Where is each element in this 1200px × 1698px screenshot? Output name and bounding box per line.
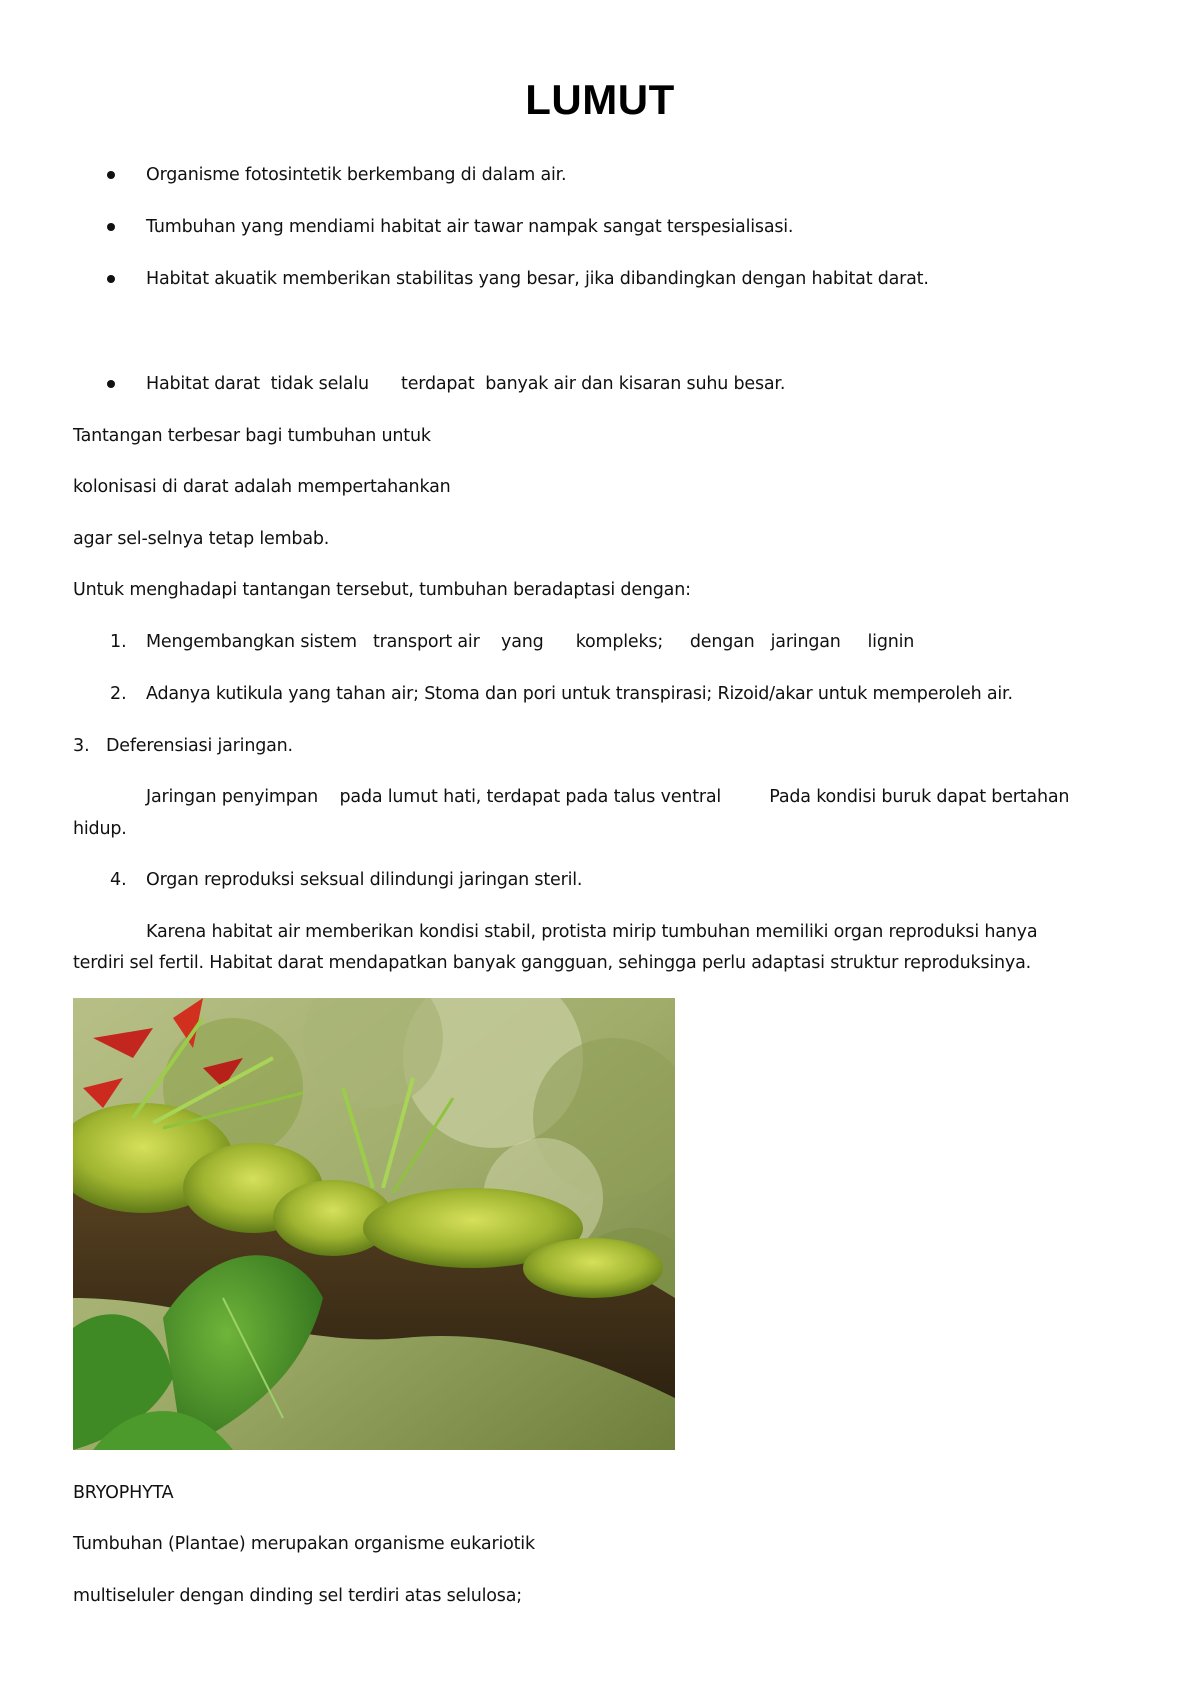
body-line: agar sel-selnya tetap lembab.	[73, 529, 330, 549]
numbered-item: Organ reproduksi seksual dilindungi jaringan steril.	[146, 870, 583, 890]
body-line: terdiri sel fertil. Habitat darat mendapatkan banyak gangguan, sehingga perlu adaptasi struktur reproduksinya.	[73, 953, 1031, 973]
bullet-marker	[107, 275, 115, 283]
list-number: 3.	[73, 736, 90, 756]
body-line: hidup.	[73, 819, 127, 839]
bullet-item: Tumbuhan yang mendiami habitat air tawar nampak sangat terspesialisasi.	[146, 217, 794, 237]
bullet-marker	[107, 380, 115, 388]
bullet-marker	[107, 223, 115, 231]
body-line: Tantangan terbesar bagi tumbuhan untuk	[73, 426, 431, 446]
adaptation-intro: Untuk menghadapi tantangan tersebut, tumbuhan beradaptasi dengan:	[73, 580, 691, 600]
section-heading: BRYOPHYTA	[73, 1483, 174, 1503]
body-line: Karena habitat air memberikan kondisi stabil, protista mirip tumbuhan memiliki organ reproduksi hanya	[146, 922, 1038, 942]
bullet-marker	[107, 171, 115, 179]
list-number: 1.	[110, 632, 127, 652]
body-line: multiseluler dengan dinding sel terdiri atas selulosa;	[73, 1586, 522, 1606]
page-title: LUMUT	[525, 76, 675, 123]
moss-photo	[73, 998, 675, 1450]
list-number: 4.	[110, 870, 127, 890]
numbered-item: Adanya kutikula yang tahan air; Stoma dan pori untuk transpirasi; Rizoid/akar untuk memperoleh air.	[146, 684, 1013, 704]
body-line: Jaringan penyimpan pada lumut hati, terdapat pada talus ventral Pada kondisi buruk dapat bertahan	[146, 787, 1070, 807]
bullet-item: Habitat akuatik memberikan stabilitas yang besar, jika dibandingkan dengan habitat darat.	[146, 269, 929, 289]
body-line: kolonisasi di darat adalah mempertahankan	[73, 477, 451, 497]
moss-photo-illustration	[73, 998, 675, 1450]
body-line: Tumbuhan (Plantae) merupakan organisme eukariotik	[73, 1534, 535, 1554]
numbered-item: Mengembangkan sistem transport air yang kompleks; dengan jaringan lignin	[146, 632, 915, 652]
bullet-item: Habitat darat tidak selalu terdapat banyak air dan kisaran suhu besar.	[146, 374, 786, 394]
bullet-item: Organisme fotosintetik berkembang di dalam air.	[146, 165, 567, 185]
numbered-item: Deferensiasi jaringan.	[106, 736, 293, 756]
list-number: 2.	[110, 684, 127, 704]
